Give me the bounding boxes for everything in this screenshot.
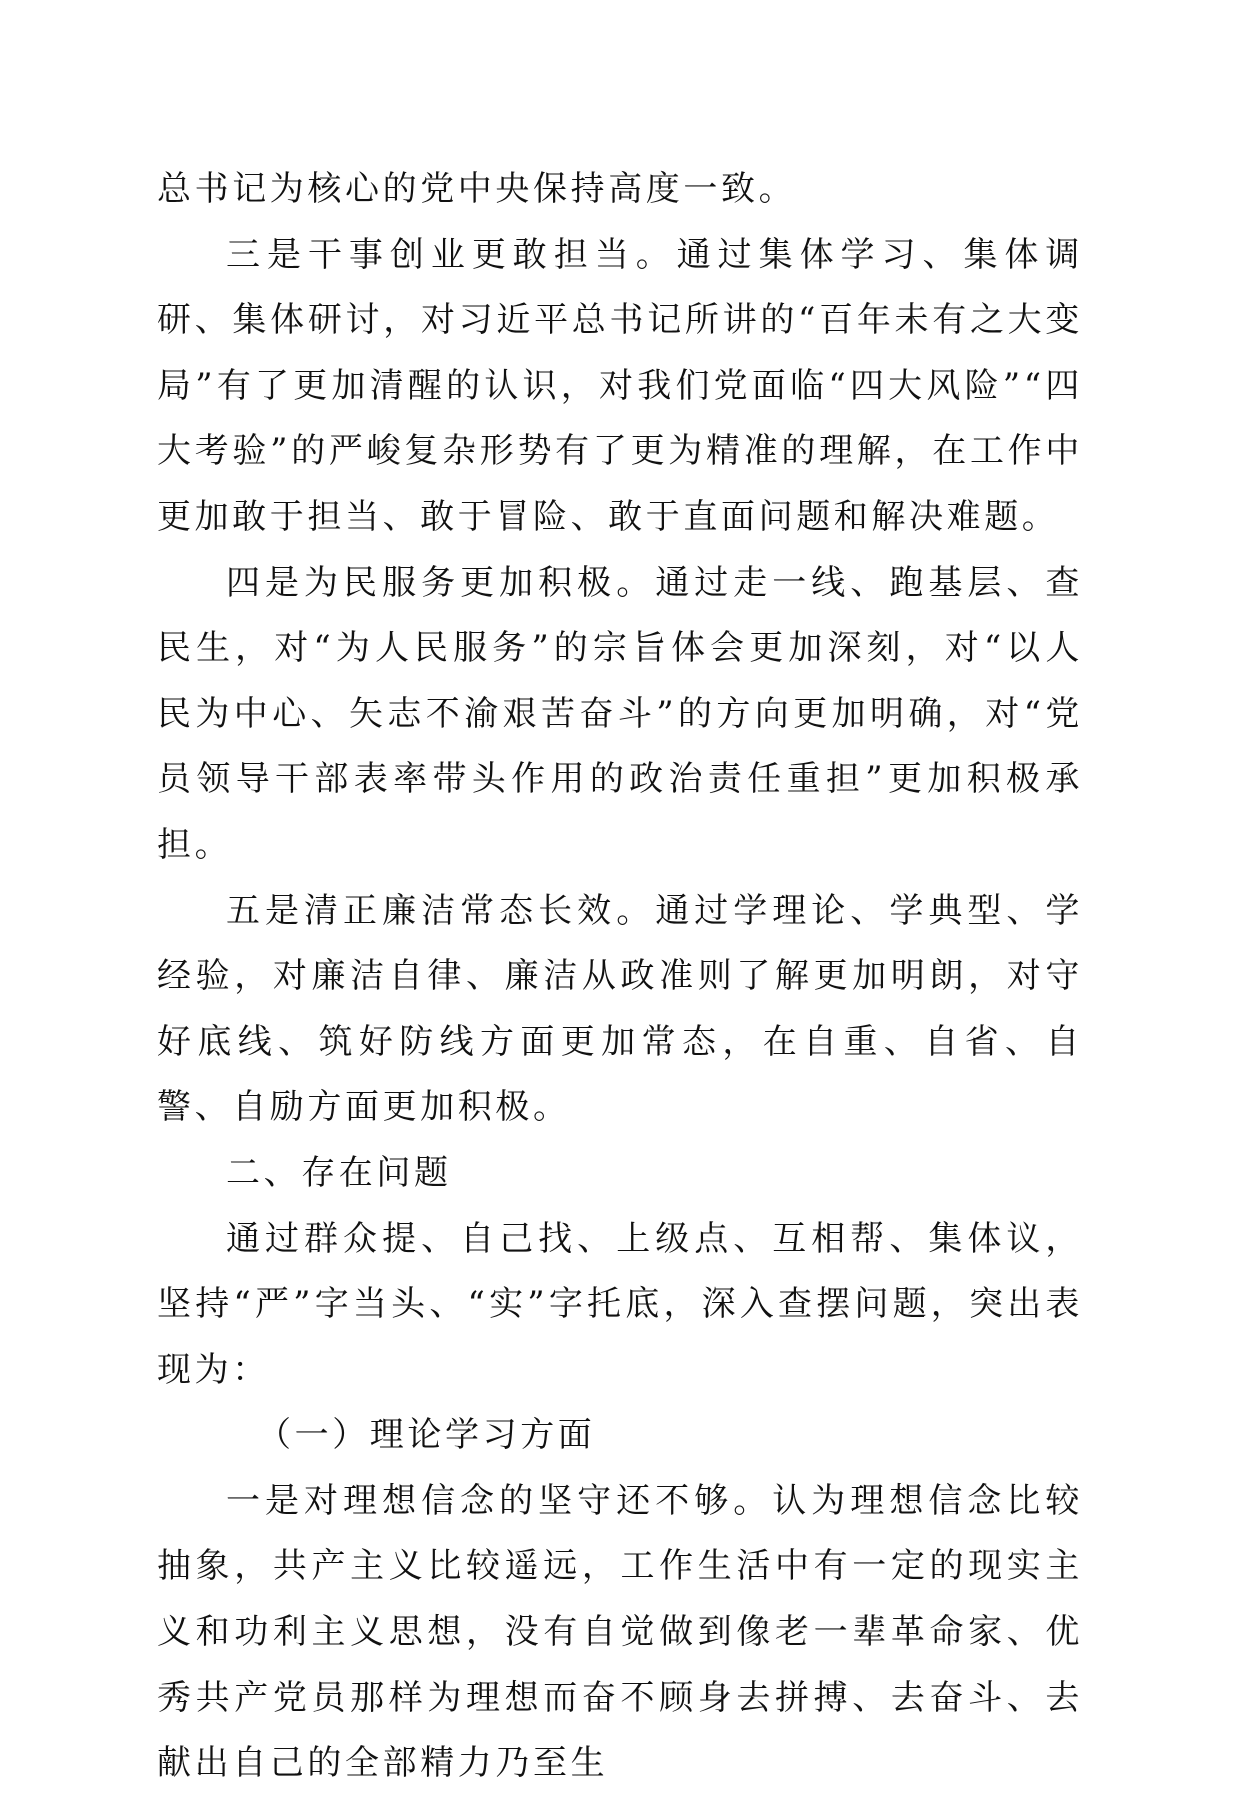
- subsection-heading-theory-study: （一）理论学习方面: [257, 1415, 596, 1456]
- paragraph-point-three: 三是干事创业更敢担当。通过集体学习、集体调研、集体研讨，对习近平总书记所讲的“百年未有之大变局”有了更加清醒的认识，对我们党面临“四大风险”“四大考验”的严峻复杂形势有了更为精准的理解，在工作中更加敢于担当、敢于冒险、敢于直面问题和解决难题。: [157, 234, 1083, 537]
- paragraph-problems-intro: 通过群众提、自己找、上级点、互相帮、集体议，坚持“严”字当头、“实”字托底，深入查摆问题，突出表现为：: [157, 1218, 1083, 1390]
- paragraph-problem-one: 一是对理想信念的坚守还不够。认为理想信念比较抽象，共产主义比较遥远，工作生活中有一定的现实主义和功利主义思想，没有自觉做到像老一辈革命家、优秀共产党员那样为理想而奋不顾身去拼搏、去奋斗、去献出自己的全部精力乃至生: [157, 1480, 1083, 1784]
- paragraph-point-four: 四是为民服务更加积极。通过走一线、跑基层、查民生，对“为人民服务”的宗旨体会更加深刻，对“以人民为中心、矢志不渝艰苦奋斗”的方向更加明确，对“党员领导干部表率带头作用的政治责任重担”更加积极承担。: [157, 562, 1083, 865]
- paragraph-continuation: 总书记为核心的党中央保持高度一致。: [157, 169, 797, 209]
- section-heading-problems: 二、存在问题: [226, 1152, 452, 1193]
- paragraph-point-five: 五是清正廉洁常态长效。通过学理论、学典型、学经验，对廉洁自律、廉洁从政准则了解更加明朗，对守好底线、筑好防线方面更加常态，在自重、自省、自警、自励方面更加积极。: [157, 890, 1083, 1128]
- document-body: [157, 157, 1083, 1797]
